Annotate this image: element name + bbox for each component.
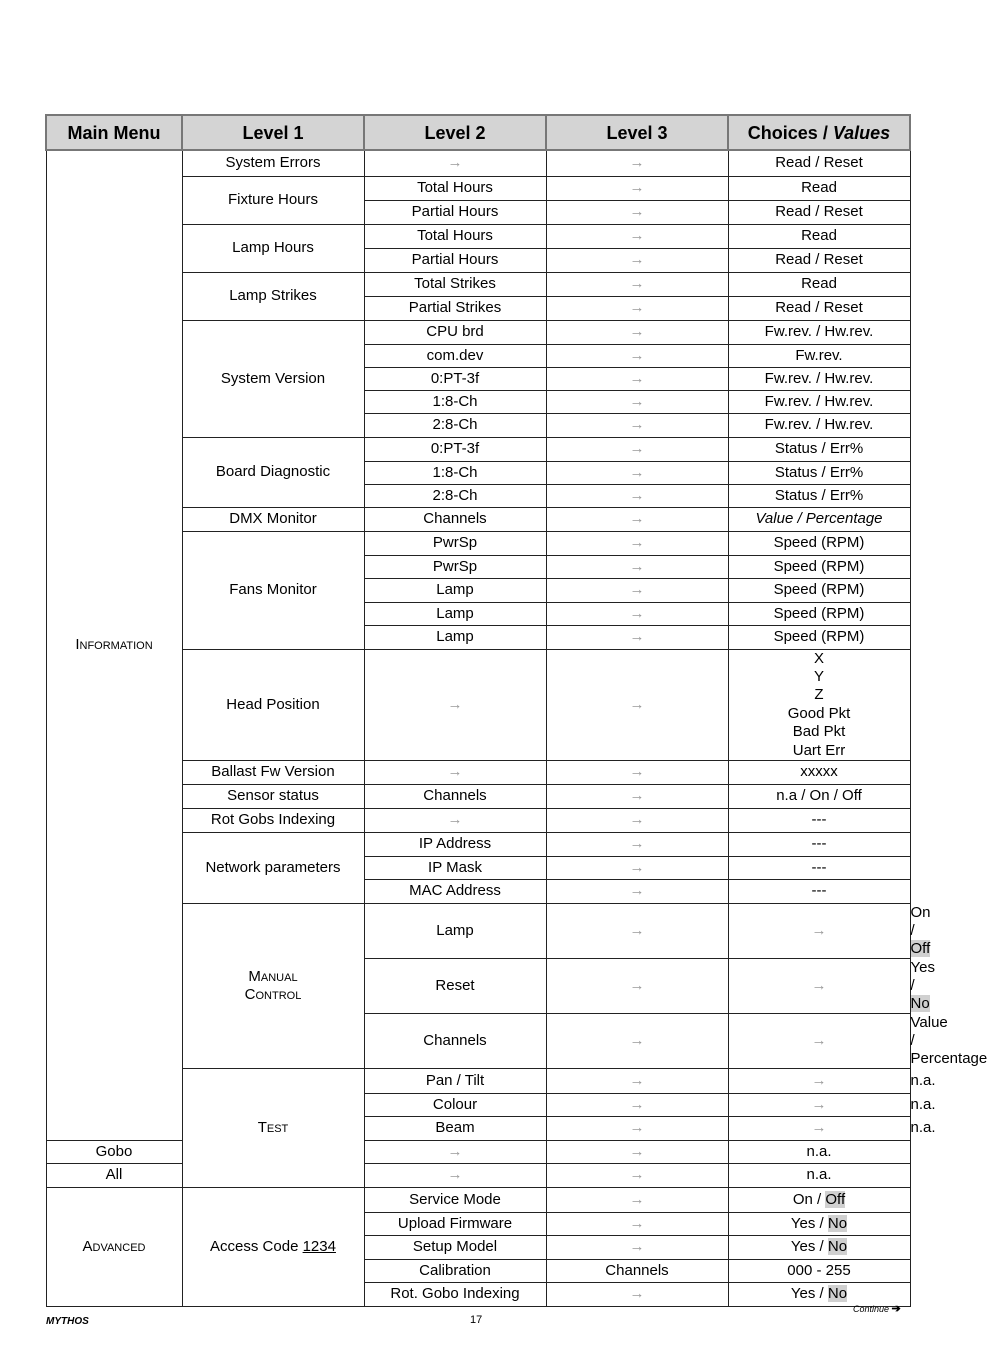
value-cell: --- — [728, 879, 910, 903]
level2-cell: IP Address — [364, 832, 546, 856]
level2-cell: Lamp — [364, 602, 546, 625]
level2-cell: Lamp — [364, 578, 546, 602]
arrow-icon: → — [546, 1212, 728, 1235]
value-cell: Read — [728, 176, 910, 200]
level2-cell: Calibration — [364, 1259, 546, 1282]
arrow-icon: → — [546, 1093, 728, 1116]
arrow-icon: → — [546, 1068, 728, 1093]
arrow-icon: → — [546, 958, 728, 1013]
test-l1: Gobo — [46, 1140, 182, 1163]
value-cell: Status / Err% — [728, 484, 910, 507]
value-cell: Speed (RPM) — [728, 578, 910, 602]
value-cell: Speed (RPM) — [728, 531, 910, 555]
arrow-icon: → — [546, 531, 728, 555]
header-choices-values: Choices / Values — [728, 115, 910, 150]
level2-cell: Lamp — [364, 625, 546, 649]
advanced-access-code: Access Code 1234 — [182, 1187, 364, 1306]
arrow-right-icon: ➔ — [891, 1303, 901, 1315]
arrow-icon: → — [546, 879, 728, 903]
level2-cell: 1:8-Ch — [364, 461, 546, 484]
row-network-l1: Network parameters — [182, 832, 364, 903]
test-l1: Pan / Tilt — [364, 1068, 546, 1093]
row-lamp-strikes-l1: Lamp Strikes — [182, 272, 364, 320]
arrow-icon: → — [546, 1013, 728, 1068]
arrow-icon: → — [546, 784, 728, 808]
value-cell: Speed (RPM) — [728, 625, 910, 649]
row-lamp-hours-l1: Lamp Hours — [182, 224, 364, 272]
level2-cell: Channels — [364, 507, 546, 531]
manual-lamp-l1: Lamp — [364, 903, 546, 958]
arrow-icon: → — [364, 1163, 546, 1187]
row-fans-monitor-l1: Fans Monitor — [182, 531, 364, 649]
arrow-icon: → — [546, 390, 728, 413]
row-rot-gobs-l1: Rot Gobs Indexing — [182, 808, 364, 832]
value-line: Bad Pkt — [792, 723, 846, 741]
level2-cell: 0:PT-3f — [364, 437, 546, 461]
section-test: Test — [182, 1068, 364, 1187]
level2-cell: IP Mask — [364, 856, 546, 879]
row-ballast-l1: Ballast Fw Version — [182, 760, 364, 784]
arrow-icon: → — [546, 1163, 728, 1187]
value-cell: Read / Reset — [728, 200, 910, 224]
level2-cell: Service Mode — [364, 1187, 546, 1212]
level2-cell: Total Hours — [364, 224, 546, 248]
arrow-icon: → — [546, 367, 728, 390]
level2-cell: Partial Hours — [364, 248, 546, 272]
arrow-icon: → — [728, 1093, 910, 1116]
value-cell: Yes / No — [728, 1282, 910, 1306]
value-cell: Fw.rev. / Hw.rev. — [728, 367, 910, 390]
test-l1: Beam — [364, 1116, 546, 1140]
default-value: No — [827, 1238, 848, 1256]
header-level-1: Level 1 — [182, 115, 364, 150]
value-line: Z — [814, 686, 824, 704]
arrow-icon: → — [546, 224, 728, 248]
value-cell: xxxxx — [728, 760, 910, 784]
value-cell: Speed (RPM) — [728, 555, 910, 578]
row-system-version-l1: System Version — [182, 320, 364, 437]
manual-reset-l1: Reset — [364, 958, 546, 1013]
arrow-icon: → — [364, 808, 546, 832]
value-cell: Fw.rev. — [728, 344, 910, 367]
level2-cell: Total Strikes — [364, 272, 546, 296]
arrow-icon: → — [546, 344, 728, 367]
footer-brand: MYTHOS — [46, 1316, 89, 1327]
default-value: No — [827, 1285, 848, 1303]
section-manual-control — [182, 903, 364, 1068]
arrow-icon: → — [728, 1116, 910, 1140]
value-cell: 000 - 255 — [728, 1259, 910, 1282]
value-cell: Speed (RPM) — [728, 602, 910, 625]
value-cell: --- — [728, 808, 910, 832]
value-line: Uart Err — [792, 741, 846, 759]
header-row — [46, 115, 910, 150]
value-cell: Read / Reset — [728, 248, 910, 272]
arrow-icon: → — [364, 760, 546, 784]
default-value: No — [910, 994, 930, 1012]
arrow-icon: → — [546, 856, 728, 879]
value-cell: Read / Reset — [728, 150, 910, 176]
arrow-icon: → — [364, 1140, 546, 1163]
level2-cell: Partial Strikes — [364, 296, 546, 320]
level2-cell: Channels — [364, 784, 546, 808]
row-head-position-l1: Head Position — [182, 649, 364, 760]
level2-cell: Upload Firmware — [364, 1212, 546, 1235]
value-cell: n.a. — [728, 1163, 910, 1187]
section-label: Manual Control — [244, 967, 302, 1003]
row-board-diagnostic-l1: Board Diagnostic — [182, 437, 364, 507]
head-position-values — [728, 649, 910, 760]
access-code-value: 1234 — [302, 1237, 336, 1255]
arrow-icon: → — [546, 578, 728, 602]
arrow-icon: → — [728, 958, 910, 1013]
arrow-icon: → — [546, 808, 728, 832]
arrow-icon: → — [546, 248, 728, 272]
arrow-icon: → — [546, 649, 728, 760]
value-cell: Fw.rev. / Hw.rev. — [728, 320, 910, 344]
menu-table: Main Menu Level 1 Level 2 Level 3 Choices / Values Information System Errors → → Read / Reset Fixture Hours Total Hours → Read Partial Hours → Read / Reset Lamp Hours Total Hours → Read Partial Hours → Read / Reset Lamp Strikes Total Strikes → Read Partial Strikes → Read / Reset System Version CPU brd → Fw.rev. / Hw.rev. com.dev → Fw.rev. 0:PT-3f → Fw.rev. / Hw.rev. 1:8-Ch → Fw.rev. / Hw.rev. 2:8-Ch → Fw.rev. / Hw.rev. Board Diagnostic 0:PT-3f → Status / Err% 1:8-Ch → Status / Err% 2:8-Ch → Status / Err% DMX Monitor Channels → Value / Percentage Fans Monitor PwrSp → Speed (RPM) PwrSp → Speed (RPM) Lamp → Speed (RPM) Lamp → Speed (RPM) Lamp → Speed (RPM) Head Position → → X Y Z Good Pkt Bad Pkt Uart Err Ballast Fw Version → → xxxxx Sensor status Channels → n.a / On / Off Rot Gobs Indexing → → --- Network parameters IP Address → --- IP Mask → --- MAC Address → --- Manual Control Lamp → → On / Off Reset → → Yes / No Channels → → Value / Percentage Test Pan / Tilt → → n.a. Colour → → n.a. Beam → → n.a. Gobo → → n.a. All → → n.a. Advanced Access Code 1234 Service Mode → On / Off Upload Firmware → Yes / No Setup Model → Yes / No Calibration Channels 000 - 255 Rot. Gobo Indexing → Yes / No — [45, 114, 911, 1307]
level2-cell: Setup Model — [364, 1235, 546, 1259]
arrow-icon: → — [364, 150, 546, 176]
value-cell: Read / Reset — [728, 296, 910, 320]
header-level-2: Level 2 — [364, 115, 546, 150]
arrow-icon: → — [546, 760, 728, 784]
arrow-icon: → — [728, 1068, 910, 1093]
level2-cell: 0:PT-3f — [364, 367, 546, 390]
arrow-icon: → — [546, 1140, 728, 1163]
value-line: Y — [813, 667, 824, 685]
value-cell: Read — [728, 272, 910, 296]
arrow-icon: → — [546, 200, 728, 224]
arrow-icon: → — [728, 1013, 910, 1068]
manual-channels-l1: Channels — [364, 1013, 546, 1068]
level2-cell: Total Hours — [364, 176, 546, 200]
value-cell: --- — [728, 832, 910, 856]
level2-cell: 2:8-Ch — [364, 484, 546, 507]
value-cell: Fw.rev. / Hw.rev. — [728, 413, 910, 437]
arrow-icon: → — [546, 150, 728, 176]
arrow-icon: → — [546, 176, 728, 200]
test-l1: Colour — [364, 1093, 546, 1116]
value-cell: Value / Percentage — [728, 507, 910, 531]
level2-cell: 2:8-Ch — [364, 413, 546, 437]
arrow-icon: → — [546, 625, 728, 649]
test-l1: All — [46, 1163, 182, 1187]
value-line: Good Pkt — [787, 704, 851, 722]
arrow-icon: → — [546, 903, 728, 958]
arrow-icon: → — [546, 296, 728, 320]
default-value: Off — [910, 939, 931, 957]
value-cell: Status / Err% — [728, 461, 910, 484]
arrow-icon: → — [546, 461, 728, 484]
arrow-icon: → — [546, 413, 728, 437]
value-cell: On / Off — [728, 1187, 910, 1212]
arrow-icon: → — [546, 602, 728, 625]
arrow-icon: → — [546, 507, 728, 531]
default-value: Off — [825, 1190, 846, 1208]
level2-cell: PwrSp — [364, 531, 546, 555]
level2-cell: MAC Address — [364, 879, 546, 903]
level2-cell: com.dev — [364, 344, 546, 367]
page-number: 17 — [470, 1314, 483, 1326]
header-level-3: Level 3 — [546, 115, 728, 150]
row-fixture-hours-l1: Fixture Hours — [182, 176, 364, 224]
value-cell: Yes / No — [728, 1212, 910, 1235]
level2-cell: Partial Hours — [364, 200, 546, 224]
row-dmx-monitor-l1: DMX Monitor — [182, 507, 364, 531]
value-cell: Read — [728, 224, 910, 248]
arrow-icon: → — [546, 1116, 728, 1140]
value-cell: Yes / No — [728, 1235, 910, 1259]
row-sensor-status-l1: Sensor status — [182, 784, 364, 808]
arrow-icon: → — [546, 832, 728, 856]
level2-cell: PwrSp — [364, 555, 546, 578]
value-line: X — [813, 649, 824, 667]
level2-cell: Rot. Gobo Indexing — [364, 1282, 546, 1306]
arrow-icon: → — [546, 320, 728, 344]
value-cell: --- — [728, 856, 910, 879]
value-cell: Fw.rev. / Hw.rev. — [728, 390, 910, 413]
arrow-icon: → — [546, 437, 728, 461]
arrow-icon: → — [546, 272, 728, 296]
arrow-icon: → — [546, 1187, 728, 1212]
default-value: No — [827, 1214, 848, 1232]
arrow-icon: → — [546, 1235, 728, 1259]
arrow-icon: → — [728, 903, 910, 958]
level3-cell: Channels — [546, 1259, 728, 1282]
arrow-icon: → — [546, 1282, 728, 1306]
level2-cell: 1:8-Ch — [364, 390, 546, 413]
value-cell: Status / Err% — [728, 437, 910, 461]
continue-note: Continue ➔ — [853, 1303, 901, 1315]
header-main-menu: Main Menu — [46, 115, 182, 150]
section-information: Information — [46, 150, 182, 1140]
arrow-icon: → — [546, 555, 728, 578]
row-system-errors-l1: System Errors — [182, 150, 364, 176]
arrow-icon: → — [364, 649, 546, 760]
arrow-icon: → — [546, 484, 728, 507]
value-cell: n.a / On / Off — [728, 784, 910, 808]
section-advanced: Advanced — [46, 1187, 182, 1306]
value-cell: n.a. — [728, 1140, 910, 1163]
level2-cell: CPU brd — [364, 320, 546, 344]
